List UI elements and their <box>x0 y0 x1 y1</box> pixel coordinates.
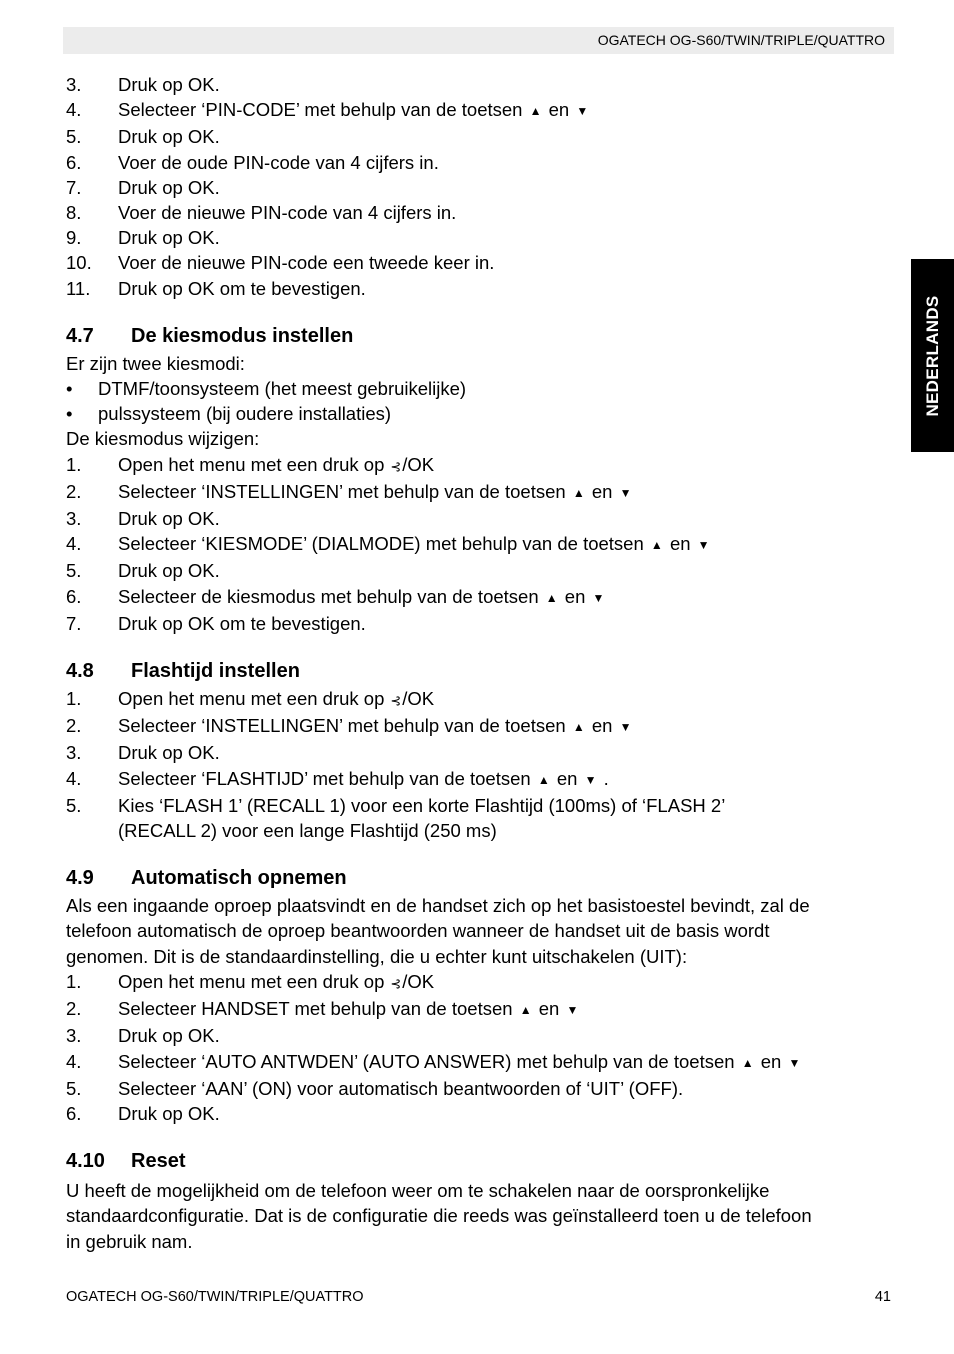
list-item: 4. Selecteer ‘PIN-CODE’ met behulp van de toetsen ▲ en ▼ <box>66 97 892 124</box>
up-arrow-icon: ▲ <box>529 104 542 119</box>
list-item: 5. Selecteer ‘AAN’ (ON) voor automatisch beantwoorden of ‘UIT’ (OFF). <box>66 1077 684 1099</box>
up-arrow-icon: ▲ <box>519 1003 532 1018</box>
section-heading-4-9: 4.9 Automatisch opnemen <box>66 867 347 890</box>
list-item: 1. Open het menu met een druk op ⊰/OK <box>66 452 892 479</box>
header-title: OGATECH OG-S60/TWIN/TRIPLE/QUATTRO <box>597 32 885 48</box>
section-heading-4-7: 4.7 De kiesmodus instellen <box>66 324 354 347</box>
section-intro: De kiesmodus wijzigen: <box>66 428 260 450</box>
list-item: 2. Selecteer ‘INSTELLINGEN’ met behulp van de toetsen ▲ en ▼ <box>66 713 892 740</box>
down-arrow-icon: ▼ <box>619 720 632 735</box>
pin-steps-list <box>66 72 892 301</box>
list-item: 6. Druk op OK. <box>66 1102 220 1124</box>
list-item: 4. Selecteer ‘KIESMODE’ (DIALMODE) met behulp van de toetsen ▲ en ▼ <box>66 531 892 558</box>
list-item: 2. Selecteer ‘INSTELLINGEN’ met behulp van de toetsen ▲ en ▼ <box>66 479 892 506</box>
list-item: 3. Druk op OK. <box>66 1025 220 1047</box>
list-item: 4. Selecteer ‘AUTO ANTWDEN’ (AUTO ANSWER) met behulp van de toetsen ▲ en ▼ <box>66 1049 892 1076</box>
list-item: 5. Kies ‘FLASH 1’ (RECALL 1) voor een korte Flashtijd (100ms) of ‘FLASH 2’ (RECALL 2) voor een lange Flashtijd (250 ms) <box>66 794 726 842</box>
menu-key-icon: ⊰ <box>390 693 402 709</box>
list-item: 6. Selecteer de kiesmodus met behulp van de toetsen ▲ en ▼ <box>66 584 892 611</box>
section-heading-4-8: 4.8 Flashtijd instellen <box>66 660 300 683</box>
up-arrow-icon: ▲ <box>572 485 585 500</box>
list-item: 7. Druk op OK. <box>66 176 220 198</box>
list-item: 9. Druk op OK. <box>66 227 220 249</box>
list-item: 2. Selecteer HANDSET met behulp van de toetsen ▲ en ▼ <box>66 996 892 1023</box>
language-tab <box>911 259 954 452</box>
list-item: 1. Open het menu met een druk op ⊰/OK <box>66 686 892 713</box>
section-paragraph: Als een ingaande oproep plaatsvindt en de handset zich op het basistoestel bevindt, zal de telefoon automatisch de oproep beantwoorden wanneer de handset uit de basis wordt genomen. Dit is de standaardinstelling, die u echter kunt uitschakelen (UIT): <box>66 895 810 967</box>
list-item: 1. Open het menu met een druk op ⊰/OK <box>66 969 892 996</box>
list-item: 3. Druk op OK. <box>66 508 220 530</box>
page-header <box>63 27 894 54</box>
down-arrow-icon: ▼ <box>697 538 710 553</box>
section-intro: Er zijn twee kiesmodi: <box>66 352 245 374</box>
footer-title: OGATECH OG-S60/TWIN/TRIPLE/QUATTRO <box>66 1289 364 1305</box>
list-item: 7. Druk op OK om te bevestigen. <box>66 612 366 634</box>
list-item: 5. Druk op OK. <box>66 126 220 148</box>
list-item: 3. Druk op OK. <box>66 742 220 764</box>
down-arrow-icon: ▼ <box>592 590 605 605</box>
menu-key-icon: ⊰ <box>390 458 402 474</box>
list-item: 10. Voer de nieuwe PIN-code een tweede keer in. <box>66 252 495 274</box>
list-item: 6. Voer de oude PIN-code van 4 cijfers in. <box>66 151 439 173</box>
down-arrow-icon: ▼ <box>584 772 597 787</box>
up-arrow-icon: ▲ <box>545 590 558 605</box>
up-arrow-icon: ▲ <box>572 720 585 735</box>
list-item: 11. Druk op OK om te bevestigen. <box>66 277 366 299</box>
section-heading-4-10: 4.10 Reset <box>66 1150 186 1173</box>
list-item: 3. Druk op OK. <box>66 74 220 95</box>
bullet-item: • pulssysteem (bij oudere installaties) <box>66 403 392 425</box>
up-arrow-icon: ▲ <box>537 772 550 787</box>
down-arrow-icon: ▼ <box>576 104 589 119</box>
up-arrow-icon: ▲ <box>741 1055 754 1070</box>
section-paragraph: U heeft de mogelijkheid om de telefoon weer om te schakelen naar de oorspronkelijke standaardconfiguratie. Dat is de configuratie die reeds was geïnstalleerd toen u de telefoon in gebruik nam. <box>66 1180 812 1252</box>
language-tab-label: NEDERLANDS <box>922 294 942 417</box>
down-arrow-icon: ▼ <box>788 1055 801 1070</box>
up-arrow-icon: ▲ <box>650 538 663 553</box>
list-item: 8. Voer de nieuwe PIN-code van 4 cijfers in. <box>66 202 457 224</box>
list-item: 5. Druk op OK. <box>66 560 220 582</box>
menu-key-icon: ⊰ <box>390 975 402 991</box>
down-arrow-icon: ▼ <box>619 485 632 500</box>
page-number: 41 <box>874 1289 891 1305</box>
page-content <box>66 72 892 1254</box>
bullet-item: • DTMF/toonsysteem (het meest gebruikelijke) <box>66 378 467 400</box>
list-item: 4. Selecteer ‘FLASHTIJD’ met behulp van de toetsen ▲ en ▼ . <box>66 766 892 793</box>
down-arrow-icon: ▼ <box>566 1003 579 1018</box>
